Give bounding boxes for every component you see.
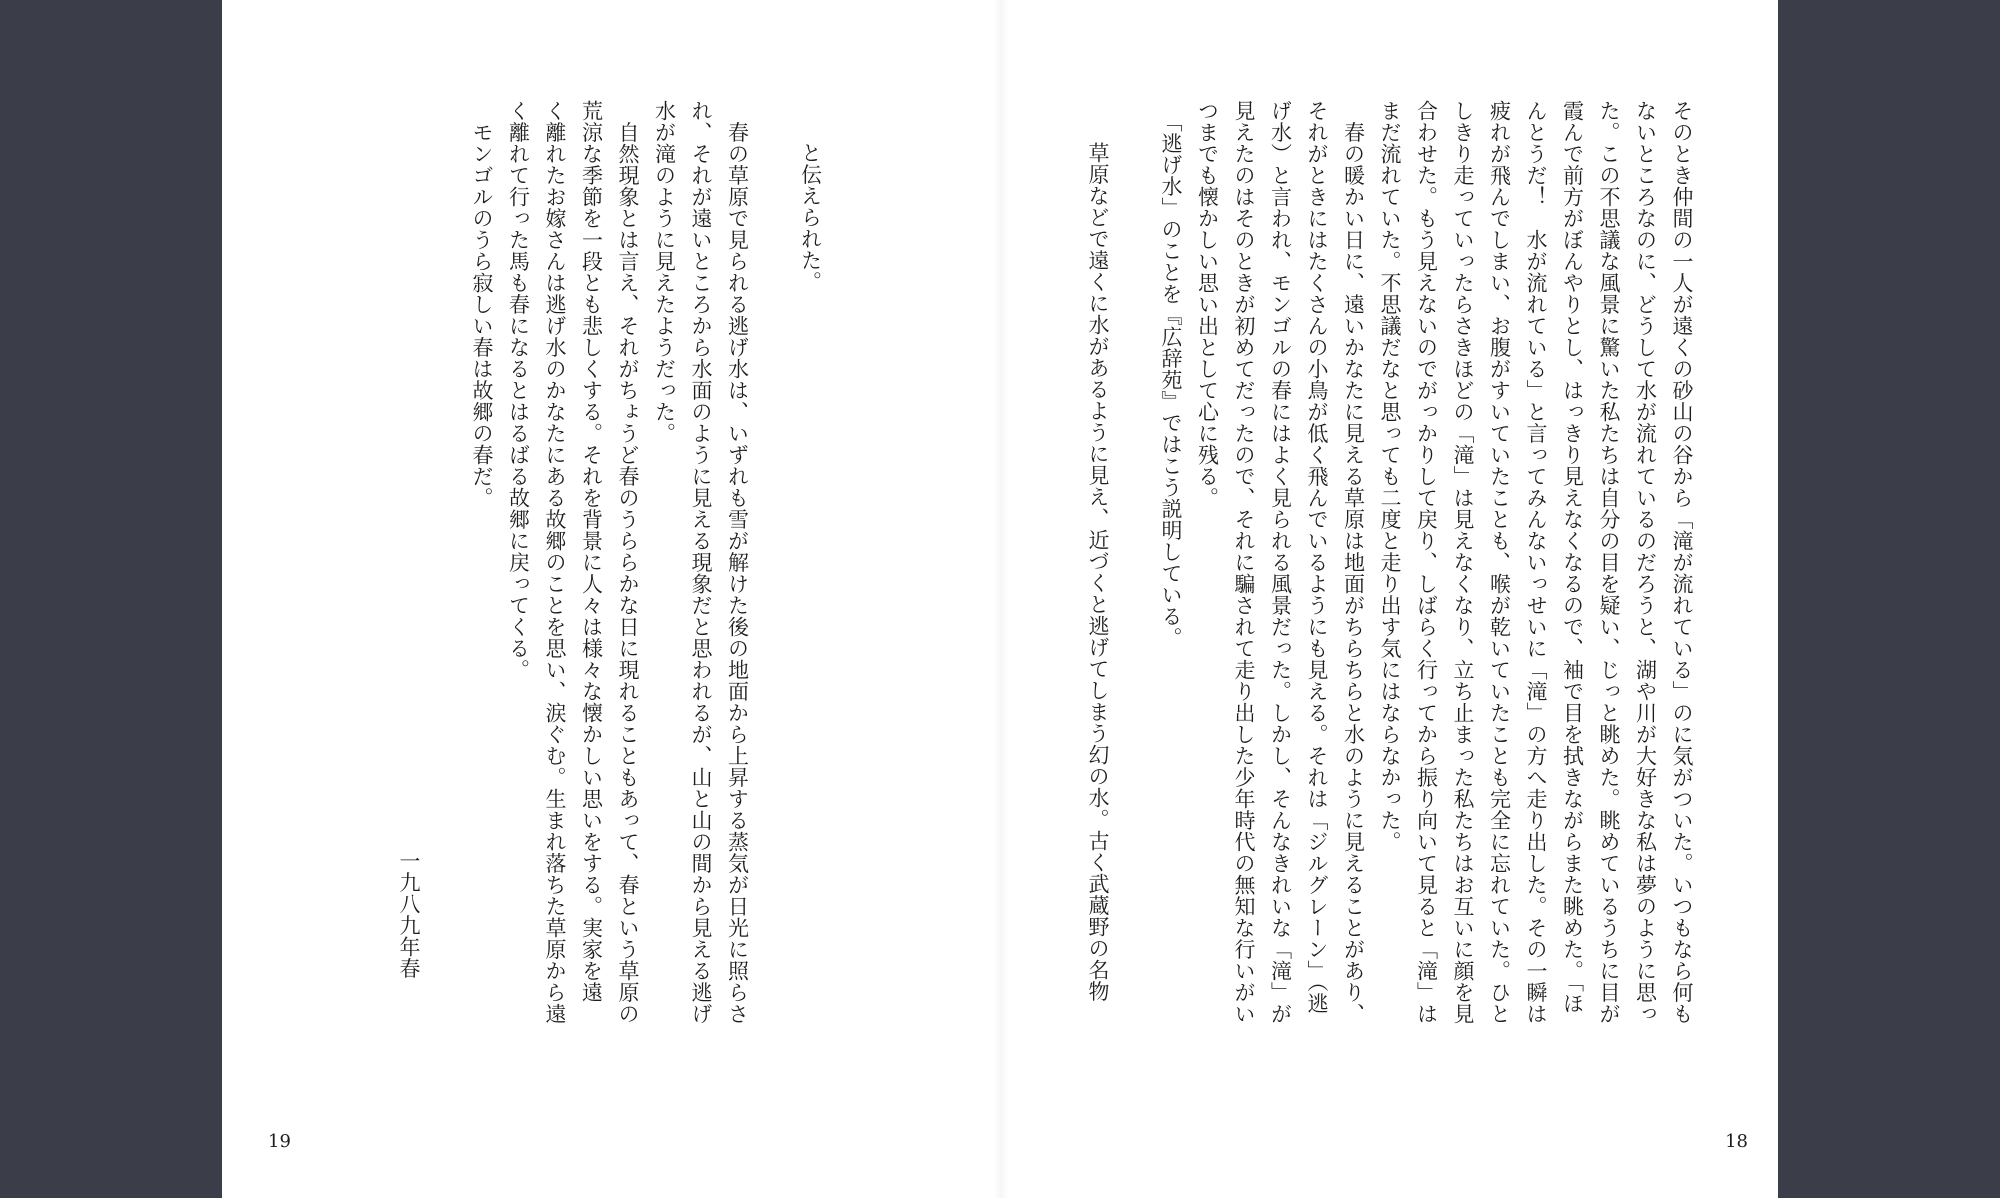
text-line: 春の草原で見られる逃げ水は、いずれも雪が解けた後の地面から上昇する蒸気が日光に照らさ [725, 100, 750, 1025]
text-line: 水が滝のように見えたようだった。 [652, 100, 677, 444]
blank-column [427, 100, 464, 1025]
blank-column [829, 100, 866, 1025]
quote-line: 草原などで遠くに水があるように見え、近づくと逃げてしまう幻の水。古く武蔵野の名物 [1086, 142, 1110, 1002]
text-line: れ、それが遠いところから水面のように見える現象だと思われるが、山と山の間から見える逃げ [689, 100, 713, 1025]
text-line: く離れたお嫁さんは逃げ水のかなたにある故郷のことを思い、涙ぐむ。生まれ落ちた草原から遠 [543, 100, 567, 1025]
text-line: んとうだ！ 水が流れている」と言ってみんないっせいに「滝」の方へ走り出した。その一瞬は [1524, 100, 1548, 1025]
right-page [1000, 0, 1778, 1198]
text-line: ないところなのに、どうして水が流れているのだろうと、湖や川が大好きな私は夢のように思っ [1633, 100, 1658, 1025]
text-line: く離れて行った馬も春になるとはるばる故郷に戻ってくる。 [506, 100, 531, 681]
text-line: 霞んで前方がぼんやりとし、はっきり見えなくなるので、袖で目を拭きながらまた眺めた。「ほ [1560, 100, 1585, 1014]
text-line: 荒涼な季節を一段とも悲しくする。それを背景に人々は様々な懐かしい思いをする。実家を遠 [579, 100, 604, 1003]
text-line: 疲れが飛んでしまい、お腹がすいていたことも、喉が乾いていたことも完全に忘れていた。ひと [1487, 100, 1512, 1025]
text-line: た。この不思議な風景に驚いた私たちは自分の目を疑い、じっと眺めた。眺めているうちに目が [1597, 100, 1621, 1025]
text-line: 春の暖かい日に、遠いかなたに見える草原は地面がちらちらと水のように見えることがあり、 [1341, 100, 1366, 1025]
text-line: げ水）と言われ、モンゴルの春にはよく見られる風景だった。しかし、そんなきれいな「滝」が [1268, 100, 1293, 1025]
left-page-text [391, 100, 866, 1025]
book-spread [222, 0, 1778, 1198]
text-line: 自然現象とは言え、それがちょうど春のうららかな日に現れることもあって、春という草原の [616, 100, 640, 1025]
blank-column [1116, 100, 1153, 1025]
text-line: つまでも懐かしい思い出として心に残る。 [1195, 100, 1220, 509]
page-gutter [994, 0, 1008, 1198]
text-line: それがときにはたくさんの小鳥が低く飛んでいるようにも見える。それは「ジルグレーン」（逃 [1305, 100, 1329, 1014]
text-line: 「逃げ水」のことを『広辞苑』ではこう説明している。 [1159, 100, 1183, 649]
text-line: そのとき仲間の一人が遠くの砂山の谷から「滝が流れている」のに気がついた。いつもなら何も [1670, 100, 1694, 1025]
page-number: 19 [268, 1131, 291, 1152]
text-line: 見えたのはそのときが初めてだったので、それに騙されて走り出した少年時代の無知な行いがい [1232, 100, 1256, 1025]
text-line: モンゴルのうら寂しい春は故郷の春だ。 [470, 100, 494, 509]
date-line: 一九八九年春 [397, 850, 421, 979]
page-number: 18 [1725, 1131, 1748, 1152]
text-line: 合わせた。もう見えないのでがっかりして戻り、しばらく行ってから振り向いて見ると「滝」は [1414, 100, 1439, 1025]
quote-ending: と伝えられた。 [798, 142, 823, 293]
left-page [222, 0, 1000, 1198]
blank-column [756, 100, 793, 1025]
text-line: しきり走っていったらさきほどの「滝」は見えなくなり、立ち止まった私たちはお互いに顔を見 [1451, 100, 1475, 1025]
text-line: まだ流れていた。不思議だなと思っても二度と走り出す気にはならなかった。 [1378, 100, 1402, 853]
right-page-text [1080, 100, 1701, 1025]
